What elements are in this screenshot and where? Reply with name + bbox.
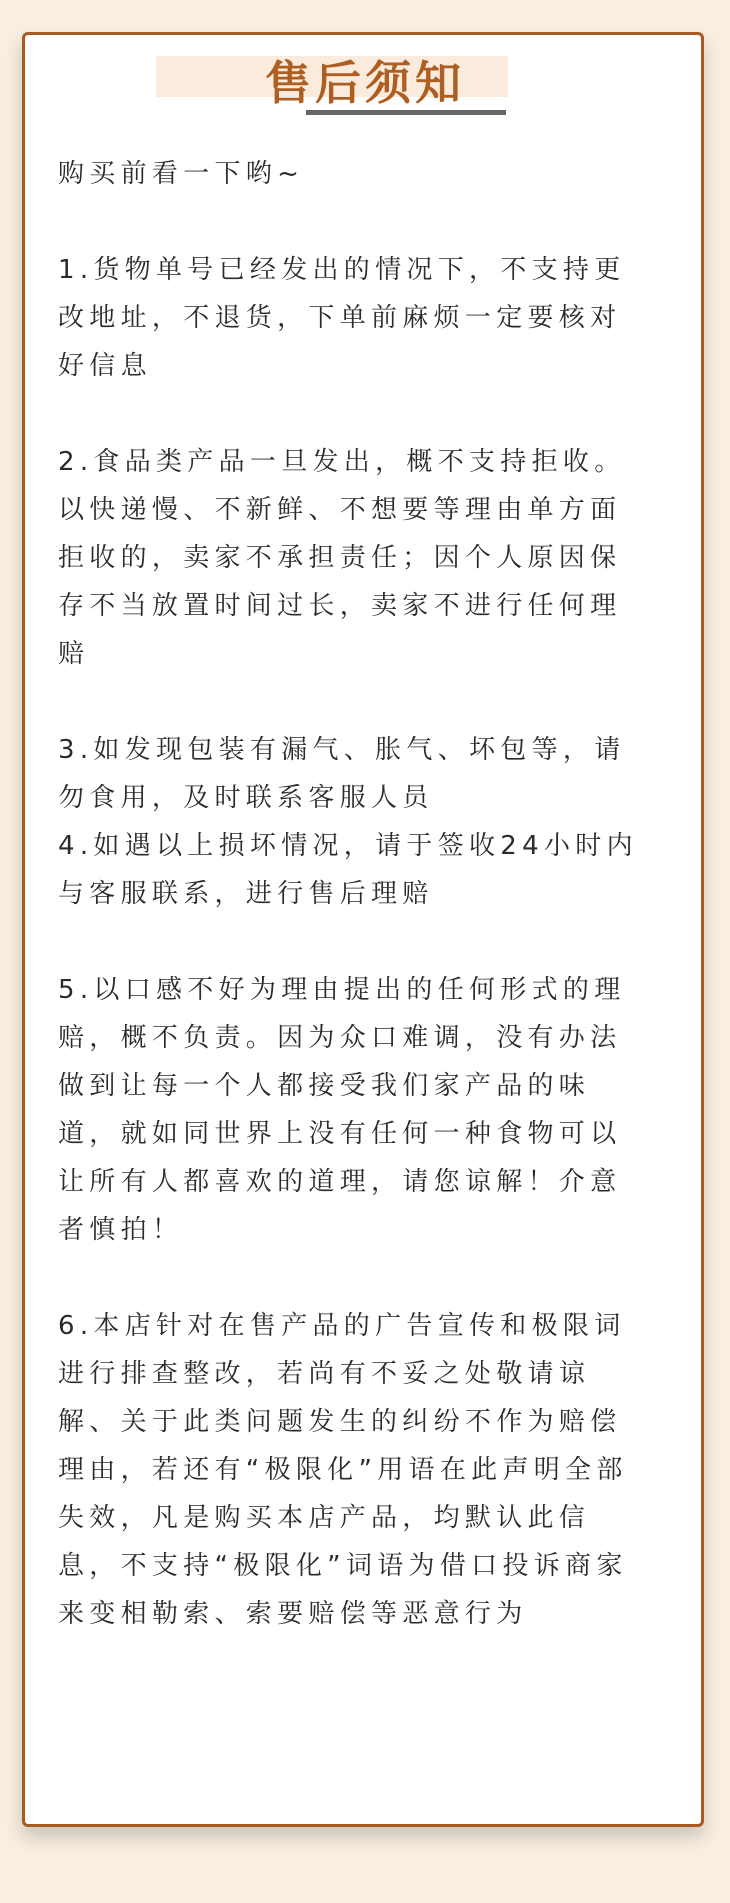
intro-text: 购买前看一下哟~	[58, 159, 305, 189]
notice-item-4: 4.如遇以上损坏情况，请于签收24小时内与客服联系，进行售后理赔	[58, 831, 638, 909]
notice-content	[58, 150, 643, 1638]
notice-item-6: 6.本店针对在售产品的广告宣传和极限词进行排查整改，若尚有不妥之处敬请谅解、关于此类问题发生的纠纷不作为赔偿理由，若还有“极限化”用语在此声明全部失效，凡是购买本店产品，均默认此信息，不支持“极限化”词语为借口投诉商家来变相勒索、索要赔偿等恶意行为	[58, 1311, 628, 1629]
notice-item-2: 2.食品类产品一旦发出，概不支持拒收。以快递慢、不新鲜、不想要等理由单方面拒收的，卖家不承担责任；因个人原因保存不当放置时间过长，卖家不进行任何理赔	[58, 447, 626, 669]
notice-item-5: 5.以口感不好为理由提出的任何形式的理赔，概不负责。因为众口难调，没有办法做到让每一个人都接受我们家产品的味道，就如同世界上没有任何一种食物可以让所有人都喜欢的道理，请您谅解！介意者慎拍！	[58, 975, 626, 1245]
title-underline	[306, 110, 506, 115]
notice-item-1: 1.货物单号已经发出的情况下，不支持更改地址，不退货，下单前麻烦一定要核对好信息	[58, 255, 626, 381]
page-title: 售后须知	[265, 56, 465, 110]
notice-item-3: 3.如发现包装有漏气、胀气、坏包等，请勿食用，及时联系客服人员	[58, 735, 626, 813]
